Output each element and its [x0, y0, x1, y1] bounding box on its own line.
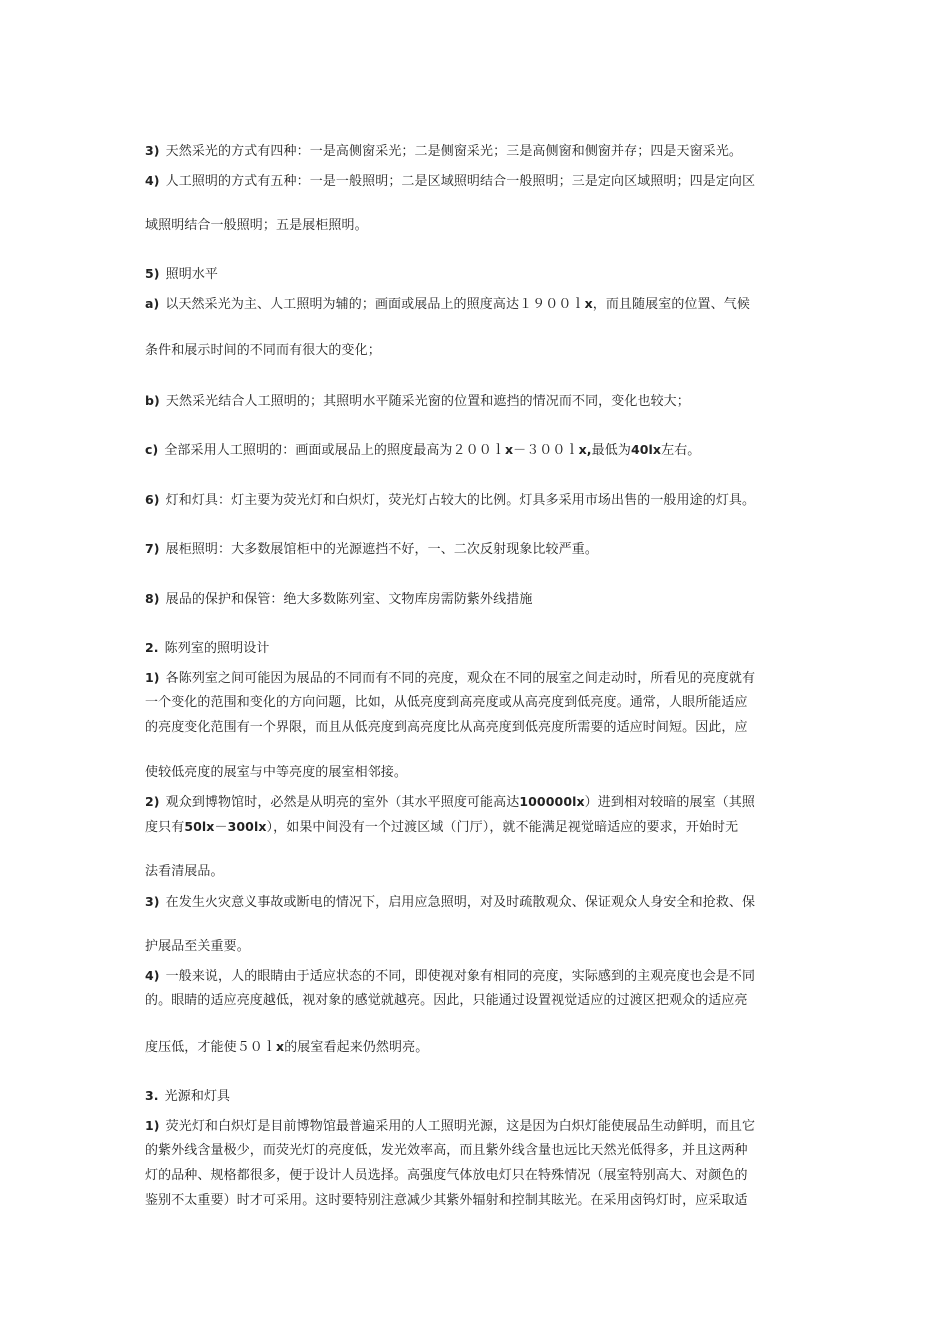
paragraph-text: 法看清展品。	[145, 864, 224, 879]
paragraph-text: 鉴别不太重要）时才可采用。这时要特别注意减少其紫外辐射和控制其眩光。在采用卤钨灯时，应采取适	[145, 1193, 748, 1208]
list-item	[145, 218, 810, 234]
list-item: 度压低，才能使５０ｌx的展室看起来仍然明亮。	[145, 1039, 429, 1055]
list-item: a) 以天然采光为主、人工照明为辅的；画面或展品上的照度高达１９００ｌx，而且随展室的位置、气候	[145, 296, 750, 312]
list-item: 8) 展品的保护和保管：绝大多数陈列室、文物库房需防紫外线措施	[145, 591, 533, 607]
list-item: 2) 观众到博物馆时，必然是从明亮的室外（其水平照度可能高达100000lx）进到相对较暗的展室（其照	[145, 794, 755, 810]
paragraph-text: 一般来说，人的眼睛由于适应状态的不同，即使视对象有相同的亮度，实际感到的主观亮度也会是不同	[165, 969, 756, 984]
list-item: 度只有50lx－300lx），如果中间没有一个过渡区域（门厅），就不能满足视觉暗适应的要求，开始时无	[145, 819, 739, 835]
list-item: 4) 人工照明的方式有五种：一是一般照明；二是区域照明结合一般照明；三是定向区域照明；四是定向区	[145, 173, 756, 189]
list-item: b) 天然采光结合人工照明的；其照明水平随采光窗的位置和遮挡的情况而不同，变化也较大；	[145, 393, 690, 409]
paragraph-text: 天然采光的方式有四种：一是高侧窗采光；二是侧窗采光；三是高侧窗和侧窗并存；四是天窗采光。	[165, 144, 743, 159]
section-heading: 3. 光源和灯具	[145, 1088, 231, 1104]
list-item: 3) 天然采光的方式有四种：一是高侧窗采光；二是侧窗采光；三是高侧窗和侧窗并存；四是天窗采光。	[145, 143, 743, 159]
list-item: 3) 在发生火灾意义事故或断电的情况下，启用应急照明，对及时疏散观众、保证观众人身安全和抢救、保	[145, 894, 756, 910]
paragraph-text: 展柜照明：大多数展馆柜中的光源遮挡不好，一、二次反射现象比较严重。	[165, 542, 598, 557]
section-heading: 2. 陈列室的照明设计	[145, 640, 270, 656]
list-item: 1) 各陈列室之间可能因为展品的不同而有不同的亮度，观众在不同的展室之间走动时，所看见的亮度就有	[145, 670, 756, 686]
list-item	[145, 695, 810, 711]
paragraph-text: 展品的保护和保管：绝大多数陈列室、文物库房需防紫外线措施	[165, 592, 533, 607]
paragraph-text: 人工照明的方式有五种：一是一般照明；二是区域照明结合一般照明；三是定向区域照明；四是定向区	[165, 174, 756, 189]
list-item	[145, 1193, 810, 1209]
list-item: c) 全部采用人工照明的：画面或展品上的照度最高为２００ｌx－３００ｌx,最低为40lx左右。	[145, 442, 701, 458]
list-item	[145, 765, 810, 781]
paragraph-text: 一个变化的范围和变化的方向问题，比如，从低亮度到高亮度或从高亮度到低亮度。通常，人眼所能适应	[145, 695, 748, 710]
list-item	[145, 343, 810, 359]
paragraph-text: 天然采光结合人工照明的；其照明水平随采光窗的位置和遮挡的情况而不同，变化也较大；	[165, 394, 690, 409]
list-item	[145, 720, 810, 736]
paragraph-text: 灯的品种、规格都很多，便于设计人员选择。高强度气体放电灯只在特殊情况（展室特别高大、对颜色的	[145, 1168, 748, 1183]
paragraph-text: 护展品至关重要。	[145, 939, 250, 954]
list-item: 7) 展柜照明：大多数展馆柜中的光源遮挡不好，一、二次反射现象比较严重。	[145, 541, 598, 557]
paragraph-text: 各陈列室之间可能因为展品的不同而有不同的亮度，观众在不同的展室之间走动时，所看见的亮度就有	[165, 671, 756, 686]
section-heading: 5) 照明水平	[145, 266, 219, 282]
list-item: 6) 灯和灯具：灯主要为荧光灯和白炽灯，荧光灯占较大的比例。灯具多采用市场出售的一般用途的灯具。	[145, 492, 756, 508]
list-item	[145, 1168, 810, 1184]
paragraph-text: 灯和灯具：灯主要为荧光灯和白炽灯，荧光灯占较大的比例。灯具多采用市场出售的一般用途的灯具。	[165, 493, 756, 508]
paragraph-text: 荧光灯和白炽灯是目前博物馆最普遍采用的人工照明光源，这是因为白炽灯能使展品生动鲜明，而且它	[165, 1119, 756, 1134]
paragraph-text: 条件和展示时间的不同而有很大的变化；	[145, 343, 381, 358]
list-item: 4) 一般来说，人的眼睛由于适应状态的不同，即使视对象有相同的亮度，实际感到的主观亮度也会是不同	[145, 968, 756, 984]
list-item	[145, 993, 810, 1009]
paragraph-text: 在发生火灾意义事故或断电的情况下，启用应急照明，对及时疏散观众、保证观众人身安全和抢救、保	[165, 895, 756, 910]
list-item	[145, 864, 810, 880]
paragraph-text: 的。眼睛的适应亮度越低，视对象的感觉就越亮。因此，只能通过设置视觉适应的过渡区把观众的适应亮	[145, 993, 748, 1008]
paragraph-text: 的紫外线含量极少，而荧光灯的亮度低，发光效率高，而且紫外线含量也远比天然光低得多，并且这两种	[145, 1143, 748, 1158]
paragraph-text: 域照明结合一般照明；五是展柜照明。	[145, 218, 368, 233]
list-item	[145, 1143, 810, 1159]
paragraph-text: 使较低亮度的展室与中等亮度的展室相邻接。	[145, 765, 408, 780]
list-item	[145, 939, 810, 955]
list-item: 1) 荧光灯和白炽灯是目前博物馆最普遍采用的人工照明光源，这是因为白炽灯能使展品生动鲜明，而且它	[145, 1118, 756, 1134]
paragraph-text: 的亮度变化范围有一个界限，而且从低亮度到高亮度比从高亮度到低亮度所需要的适应时间短。因此，应	[145, 720, 748, 735]
